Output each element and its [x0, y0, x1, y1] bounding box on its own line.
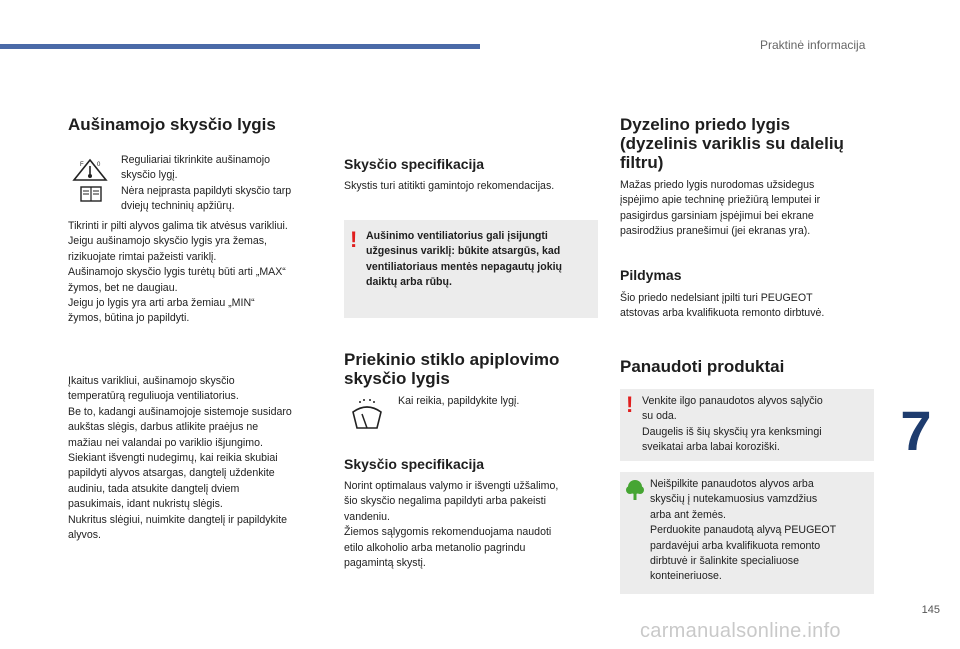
- coolant-paragraph-2: Įkaitus varikliui, aušinamojo skysčio temperatūrą reguliuoja ventiliatorius. Be to, kadangi aušinamojoje sistemoje susidaro aukštas slėgis, darbus atlikite praėjus ne mažiau nei valandai po variklio išjungimo. Siekiant išvengti nudegimų, kai reikia skubiai papildyti alyvos atsargas, dangtelį uždenkite audiniu, tada atsukite dangtelį dviem pasukimais, idant nukristų slėgis. Nukritus slėgiui, nuimkite dangtelį ir papildykite alyvos.: [68, 375, 292, 542]
- refill-text: Šio priedo nedelsiant įpilti turi PEUGEOT atstovas arba kvalifikuota remonto dirbtuvė.: [620, 292, 825, 320]
- used-products-title: Panaudoti produktai: [620, 357, 785, 376]
- spec-text-2: Norint optimalaus valymo ir išvengti užšalimo, šio skysčio negalima papildyti arba pakeisti vandeniu. Žiemos sąlygomis rekomenduojama naudoti etilo alkoholio arba metanolio pagrindu pagamintą skystį.: [344, 480, 559, 570]
- coolant-temperature-icon: [72, 158, 108, 182]
- fan-warning-text: Aušinimo ventiliatorius gali įsijungti užgesinus variklį: būkite atsargūs, kad ventiliatoriaus mentės nepagautų jokių daiktų arba rūbų.: [366, 230, 563, 289]
- eco-advice-box: [620, 472, 874, 594]
- coolant-title: Aušinamojo skysčio lygis: [68, 115, 276, 134]
- warning-exclamation-icon: !: [626, 392, 634, 417]
- coolant-icon-text: Reguliariai tikrinkite aušinamojo skysčio lygį. Nėra neįprasta papildyti skysčio tarp dviejų techninių apžiūrų.: [121, 154, 292, 213]
- fan-warning-box: [344, 220, 598, 318]
- header-accent-bar: [0, 44, 480, 49]
- tree-icon: [626, 480, 644, 505]
- diesel-additive-text: Mažas priedo lygis nurodomas užsidegus įspėjimo apie techninę priežiūrą lemputei ir pasigirdus garsiniam įspėjimui bei ekrane pasirodžius pranešimui (jei ekranas yra).: [620, 179, 821, 238]
- refill-title: Pildymas: [620, 267, 682, 283]
- chapter-number: 7: [900, 399, 932, 462]
- manual-book-icon: [80, 186, 102, 202]
- used-oil-warning-box: [620, 389, 874, 461]
- washer-title: Priekinio stiklo apiplovimo skysčio lygis: [344, 350, 560, 388]
- watermark: carmanualsonline.info: [640, 620, 841, 642]
- section-title: Praktinė informacija: [760, 38, 866, 52]
- washer-icon-text: Kai reikia, papildykite lygį.: [398, 395, 520, 407]
- warning-exclamation-icon: !: [350, 227, 358, 252]
- diesel-additive-title: Dyzelino priedo lygis (dyzelinis variklis su dalelių filtru): [620, 115, 844, 172]
- used-oil-warning-text: Venkite ilgo panaudotos alyvos sąlyčio su oda. Daugelis iš šių skysčių yra kenksmingi sveikatai arba labai koroziški.: [642, 395, 823, 454]
- spec-text-1: Skystis turi atitikti gamintojo rekomendacijas.: [344, 180, 555, 192]
- svg-text:F: F: [80, 162, 84, 168]
- coolant-paragraph-1: Tikrinti ir pilti alyvos galima tik atvėsus varikliui. Jeigu aušinamojo skysčio lygis yra žemas, rizikuojate rimtai pažeisti variklį. Aušinamojo skysčio lygis turėtų būti arti „MAX“ žymos, bet ne daugiau. Jeigu jo lygis yra arti arba žemiau „MIN“ žymos, būtina jo papildyti.: [68, 220, 288, 325]
- svg-text:0: 0: [97, 162, 101, 168]
- spec-title-1: Skysčio specifikacija: [344, 156, 485, 172]
- windscreen-washer-icon: [350, 398, 384, 432]
- eco-advice-text: Neišpilkite panaudotos alyvos arba skysčių į nutekamuosius vamzdžius arba ant žemės. Perduokite panaudotą alyvą PEUGEOT pardavėjui arba kvalifikuota remonto dirbtuvė ir šalinkite specialiuose konteineriuose.: [650, 478, 837, 583]
- spec-title-2: Skysčio specifikacija: [344, 456, 485, 472]
- page-number: 145: [921, 604, 940, 616]
